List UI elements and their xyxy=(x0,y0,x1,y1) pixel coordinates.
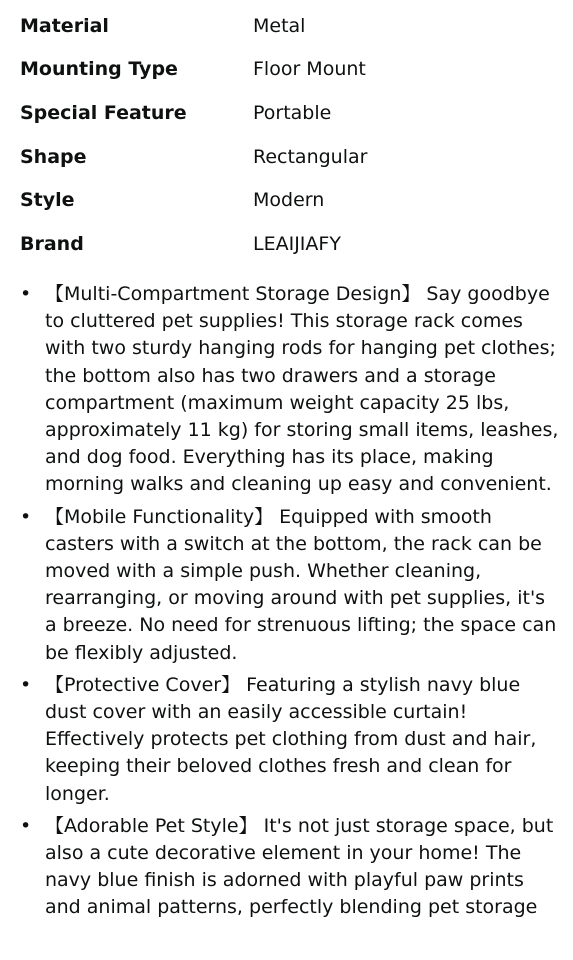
bullet-marker: • xyxy=(20,505,32,528)
feature-bullet-mobile-functionality xyxy=(0,504,573,667)
spec-value: Modern xyxy=(253,189,325,211)
spec-label: Special Feature xyxy=(20,102,187,124)
spec-row-mounting-type xyxy=(0,48,573,91)
spec-row-shape xyxy=(0,136,573,179)
spec-value: Floor Mount xyxy=(253,58,366,80)
bullet-text: Featuring a stylish navy blue dust cover with an easily accessible curtain! Effectively protects pet clothing from dust and hair, keeping their beloved clothes fresh and clean for longer. xyxy=(45,673,537,805)
spec-label: Mounting Type xyxy=(20,58,178,80)
bullet-marker: • xyxy=(20,283,32,305)
spec-label: Brand xyxy=(20,233,84,255)
spec-value: LEAIJIAFY xyxy=(253,233,341,255)
bullet-title: 【Multi-Compartment Storage Design】 xyxy=(45,283,421,305)
feature-bullet-pet-style xyxy=(0,813,573,922)
feature-bullet-list xyxy=(0,281,573,927)
spec-row-brand xyxy=(0,223,573,266)
bullet-text: It's not just storage space, but also a cute decorative element in your home! The navy blue finish is adorned with playful paw prints and animal patterns, perfectly blending pet storage xyxy=(45,814,554,919)
bullet-marker: • xyxy=(20,673,32,696)
bullet-title: 【Adorable Pet Style】 xyxy=(45,814,258,837)
feature-bullet-storage-design xyxy=(0,281,573,499)
spec-label: Shape xyxy=(20,146,87,168)
bullet-marker: • xyxy=(20,814,32,837)
spec-row-special-feature xyxy=(0,92,573,135)
bullet-text: Equipped with smooth casters with a switch at the bottom, the rack can be moved with a simple push. Whether cleaning, rearranging, or moving around with pet supplies, it's a breeze. No need for strenuous lifting; the space can be flexibly adjusted. xyxy=(45,505,557,664)
spec-label: Material xyxy=(20,15,109,37)
bullet-title: 【Protective Cover】 xyxy=(45,673,241,696)
spec-row-material xyxy=(0,5,573,48)
bullet-text: Say goodbye to cluttered pet supplies! This storage rack comes with two sturdy hanging rods for hanging pet clothes; the bottom also has two drawers and a storage compartment (maximum weight capacity 25 lbs, approximately 11 kg) for storing small items, leashes, and dog food. Everything has its place, making morning walks and cleaning up easy and convenient. xyxy=(45,283,559,496)
spec-label: Style xyxy=(20,189,75,211)
spec-value: Rectangular xyxy=(253,146,368,168)
spec-row-style xyxy=(0,179,573,222)
spec-value: Portable xyxy=(253,102,332,124)
spec-value: Metal xyxy=(253,15,306,37)
bullet-title: 【Mobile Functionality】 xyxy=(45,505,274,528)
feature-bullet-protective-cover xyxy=(0,672,573,808)
